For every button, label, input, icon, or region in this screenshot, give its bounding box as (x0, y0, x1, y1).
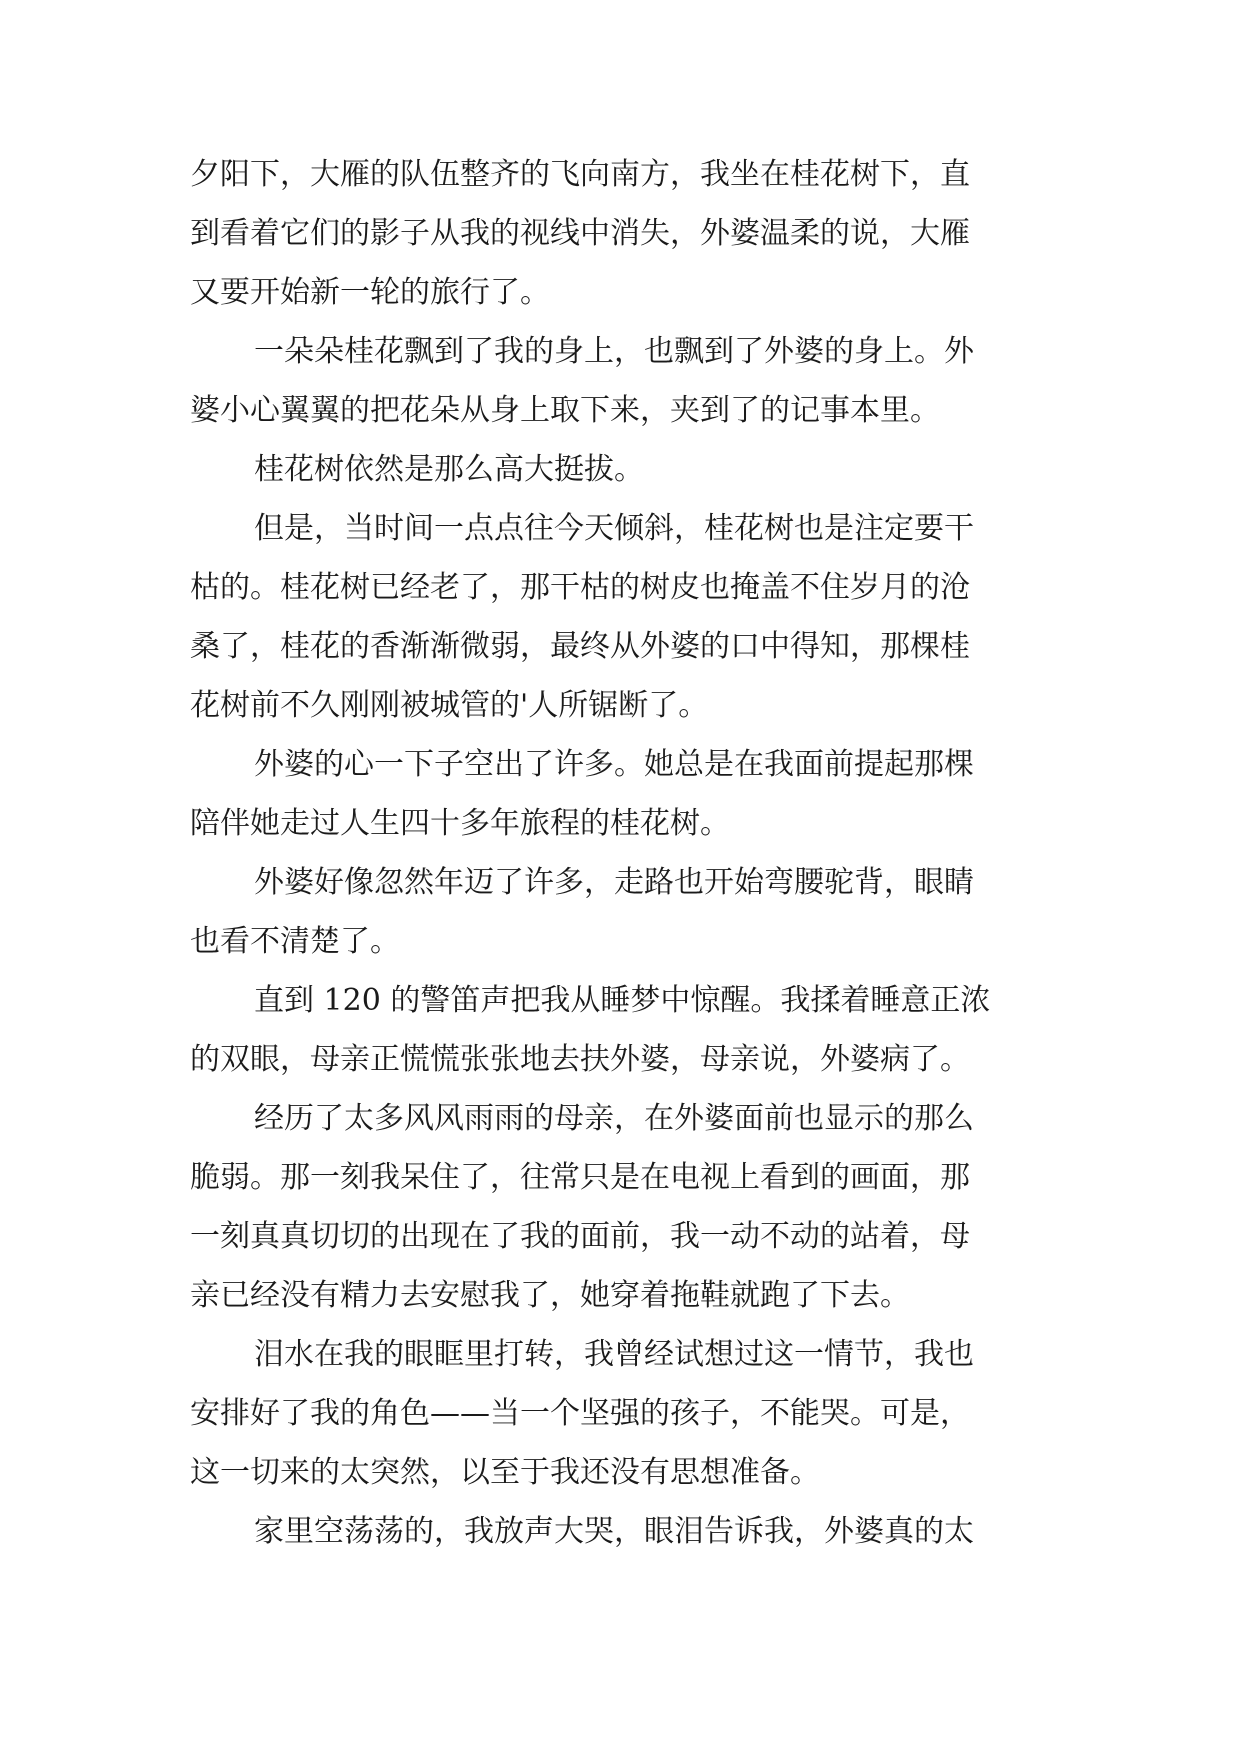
text-line: 陪伴她走过人生四十多年旅程的桂花树。 (190, 806, 730, 841)
text-line: 一刻真真切切的出现在了我的面前，我一动不动的站着，母 (190, 1219, 970, 1254)
text-line: 到看着它们的影子从我的视线中消失，外婆温柔的说，大雁 (190, 216, 970, 251)
paragraph-first-line: 经历了太多风风雨雨的母亲，在外婆面前也显示的那么 (254, 1101, 974, 1136)
paragraph-first-line: 直到 120 的警笛声把我从睡梦中惊醒。我揉着睡意正浓 (254, 983, 991, 1018)
text-line: 也看不清楚了。 (190, 924, 400, 959)
text-line: 夕阳下，大雁的队伍整齐的飞向南方，我坐在桂花树下，直 (190, 157, 970, 192)
paragraph-first-line: 家里空荡荡的，我放声大哭，眼泪告诉我，外婆真的太 (254, 1514, 974, 1549)
text-line: 花树前不久刚刚被城管的'人所锯断了。 (190, 688, 709, 723)
paragraph-first-line: 泪水在我的眼眶里打转，我曾经试想过这一情节，我也 (254, 1337, 974, 1372)
text-line: 这一切来的太突然，以至于我还没有思想准备。 (190, 1455, 820, 1490)
text-line: 又要开始新一轮的旅行了。 (190, 275, 550, 310)
text-line: 亲已经没有精力去安慰我了，她穿着拖鞋就跑了下去。 (190, 1278, 910, 1313)
paragraph-first-line: 外婆的心一下子空出了许多。她总是在我面前提起那棵 (254, 747, 974, 782)
text-line: 安排好了我的角色——当一个坚强的孩子，不能哭。可是， (190, 1396, 970, 1431)
text-line: 脆弱。那一刻我呆住了，往常只是在电视上看到的画面，那 (190, 1160, 970, 1195)
paragraph-first-line: 一朵朵桂花飘到了我的身上，也飘到了外婆的身上。外 (254, 334, 974, 369)
paragraph-first-line: 外婆好像忽然年迈了许多，走路也开始弯腰驼背，眼睛 (254, 865, 974, 900)
text-line: 的双眼，母亲正慌慌张张地去扶外婆，母亲说，外婆病了。 (190, 1042, 970, 1077)
paragraph-first-line: 桂花树依然是那么高大挺拔。 (254, 452, 644, 487)
document-body (190, 155, 1070, 1571)
text-line: 婆小心翼翼的把花朵从身上取下来，夹到了的记事本里。 (190, 393, 940, 428)
text-line: 桑了，桂花的香渐渐微弱，最终从外婆的口中得知，那棵桂 (190, 629, 970, 664)
paragraph-first-line: 但是，当时间一点点往今天倾斜，桂花树也是注定要干 (254, 511, 974, 546)
text-line: 枯的。桂花树已经老了，那干枯的树皮也掩盖不住岁月的沧 (190, 570, 970, 605)
